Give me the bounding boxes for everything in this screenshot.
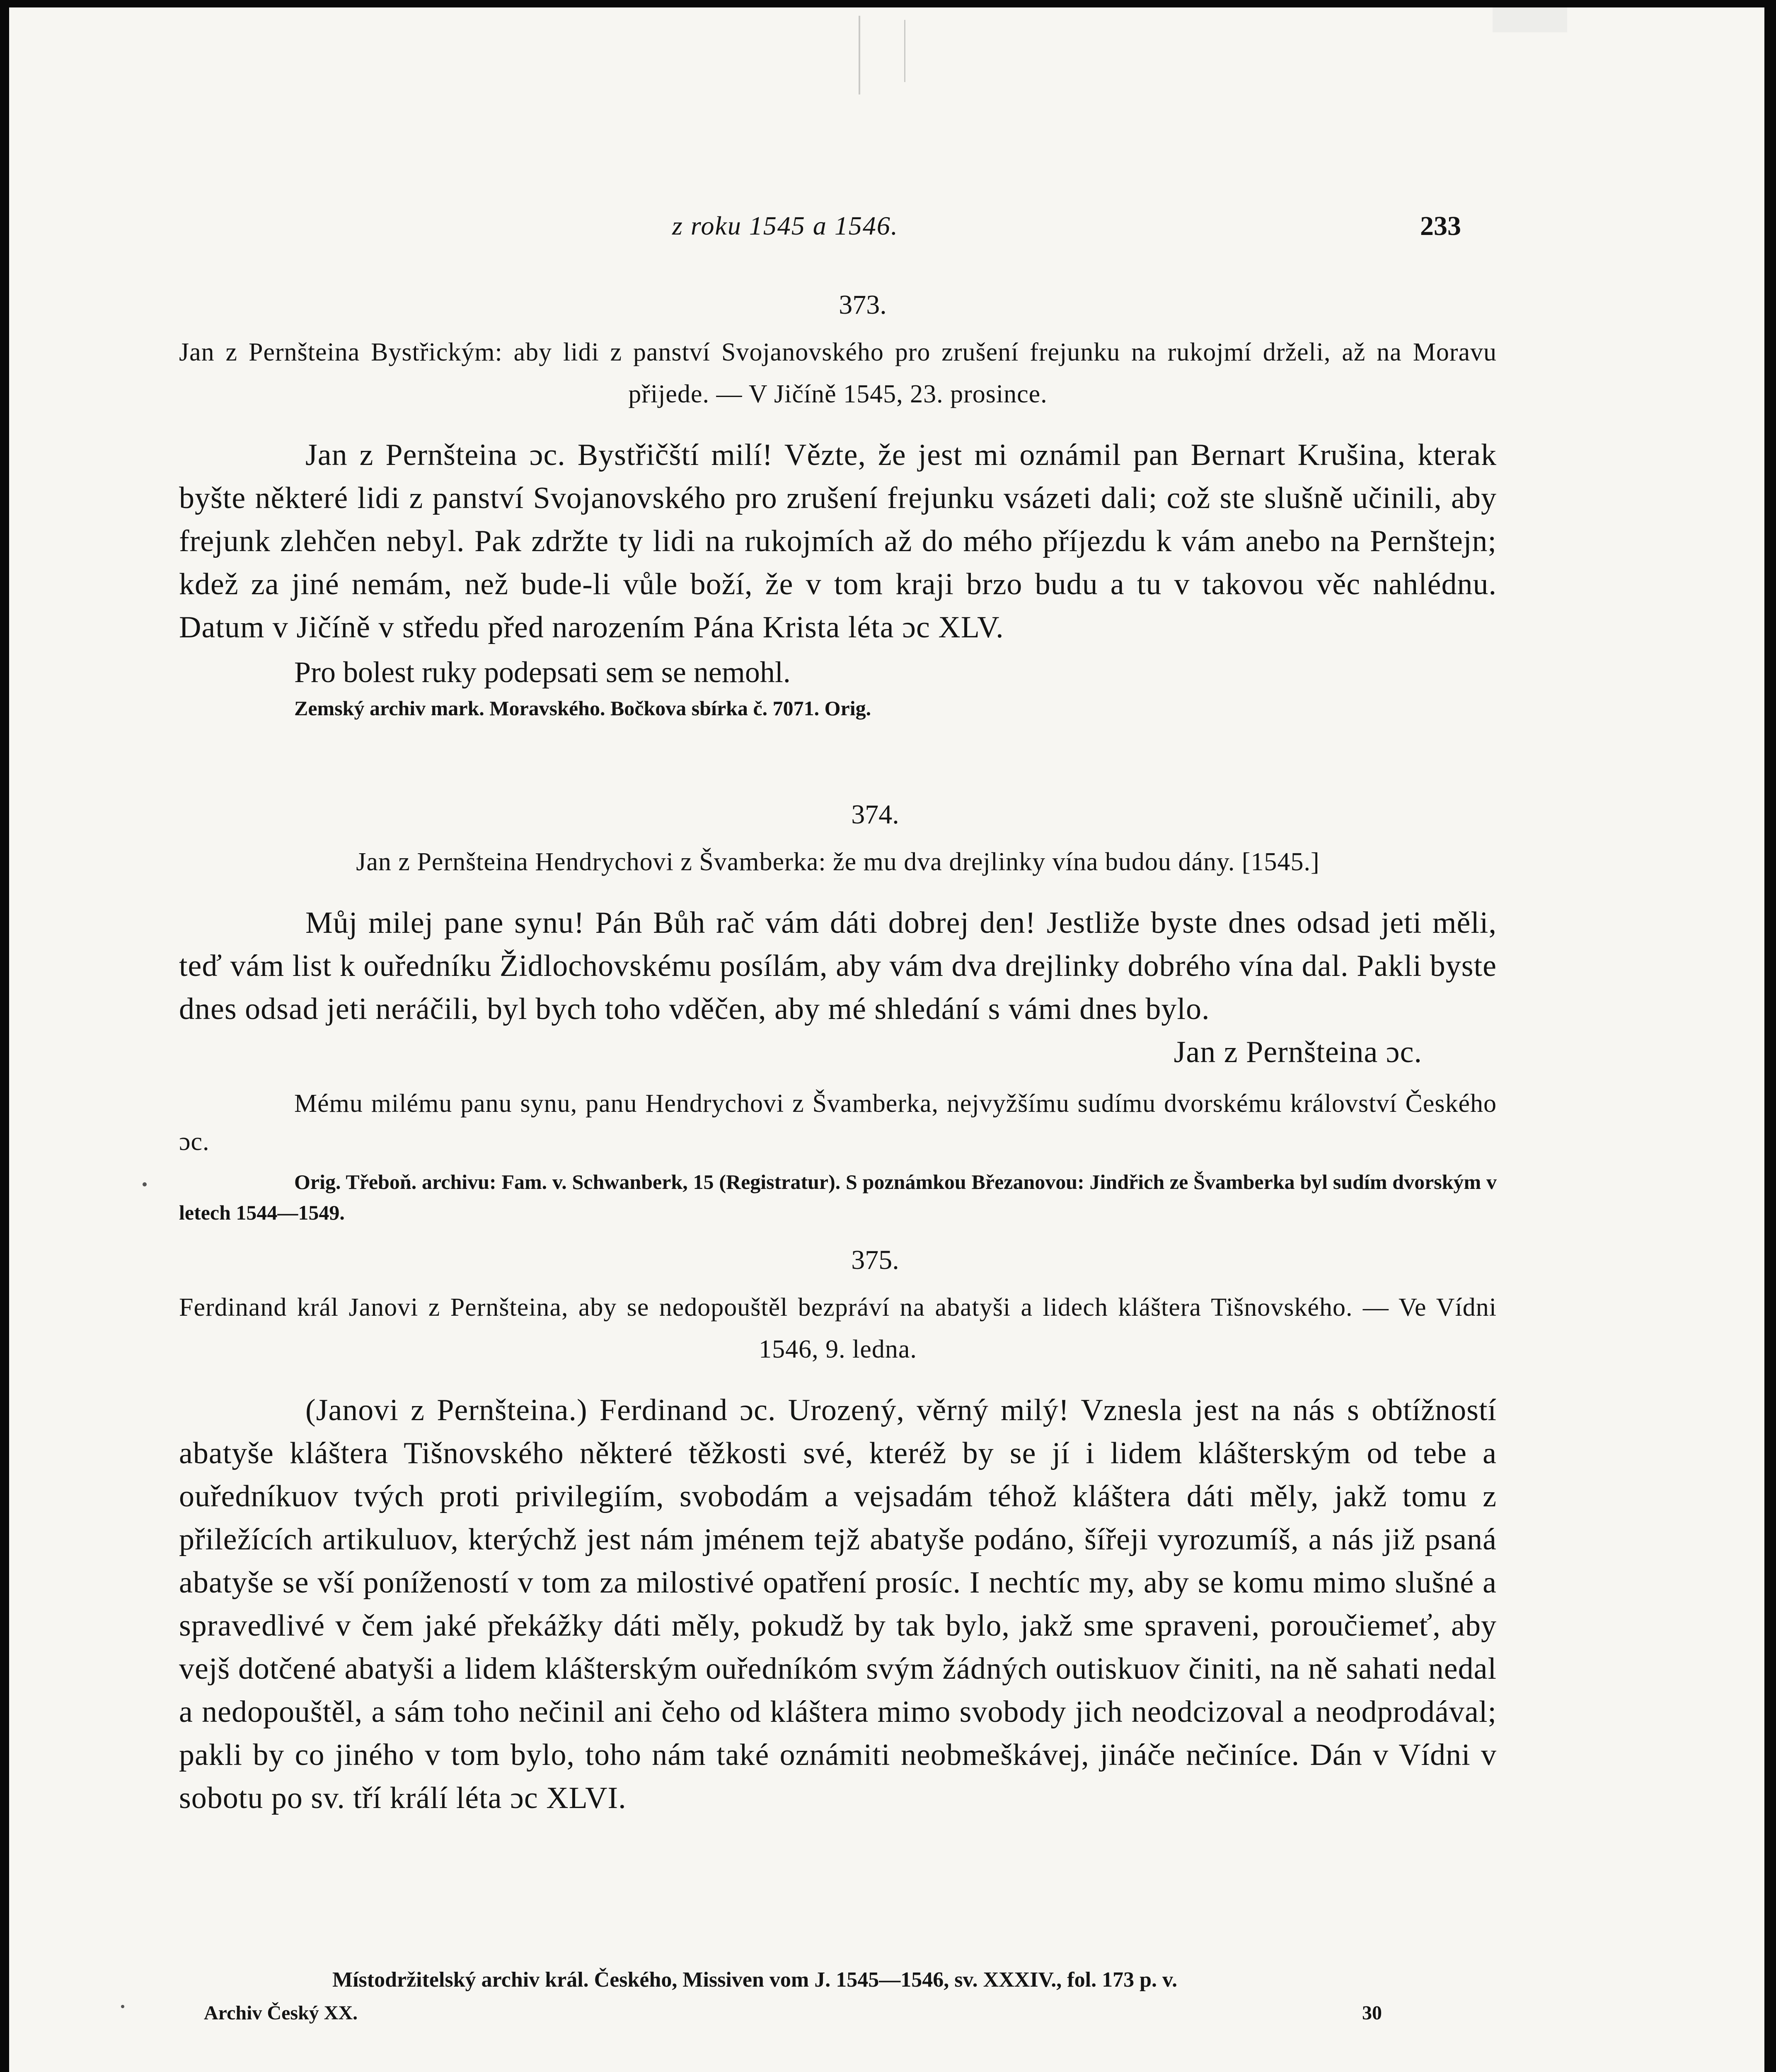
- entry-373: [179, 289, 1497, 724]
- source-citation: Místodržitelský archiv král. Českého, Missiven vom J. 1545—1546, sv. XXXIV., fol. 173 p. v.: [332, 1968, 1178, 1992]
- sheet-number: 30: [1362, 2002, 1382, 2024]
- printer-signature: Archiv Český XX.: [204, 2002, 358, 2024]
- entry-number: 375.: [851, 1245, 899, 1275]
- scan-speck: [121, 2005, 124, 2008]
- entry-heading: Jan z Pernšteina Bystřickým: aby lidi z panství Svojanovského pro zrušení frejunku na rukojmí drželi, až na Moravu přijede. — V Jičíně 1545, 23. prosince.: [179, 338, 1497, 408]
- book-page: [9, 7, 1764, 2072]
- letter-signature: Jan z Pernšteina ɔc.: [1174, 1035, 1422, 1069]
- entry-number: 373.: [839, 290, 887, 320]
- scan-artifact: [1493, 7, 1567, 32]
- entry-number: 374.: [851, 799, 899, 830]
- page-header: [9, 211, 1764, 248]
- letter-text: Jan z Pernšteina ɔc. Bystřičští milí! Vězte, že jest mi oznámil pan Bernart Krušina, kterak byšte některé lidi z panství Svojanovského pro zrušení frejunku vsázeti dali; což ste slušně učinili, aby frejunk zlehčen nebyl. Pak zdržte ty lidi na rukojmích až do mého příjezdu k vám anebo na Pernštejn; kdež za jiné nemám, než bude-li vůle boží, že v tom kraji brzo budu a tu v takovou věc nahlédnu. Datum v Jičíně v středu před narozením Pána Krista léta ɔc XLV.: [179, 438, 1497, 644]
- source-citation: Zemský archiv mark. Moravského. Bočkova sbírka č. 7071. Orig.: [294, 697, 871, 720]
- entry-375: [179, 1244, 1497, 1820]
- scan-artifact: [904, 20, 905, 82]
- entry-374: [179, 799, 1497, 1228]
- letter-body: Můj milej pane synu! Pán Bůh rač vám dáti dobrej den! Jestliže byste dnes odsad jeti měli, teď vám list k ouředníku Židlochovskému posílám, aby vám dva drejlinky dobrého vína dal. Pakli byste dnes odsad jeti neráčili, byl bych toho vděčen, aby mé shledání s vámi dnes bylo.: [179, 906, 1497, 1026]
- letter-text: (Janovi z Pernšteina.) Ferdinand ɔc. Urozený, věrný milý! Vznesla jest na nás s obtížností abatyše kláštera Tišnovského některé těžkosti své, kteréž by se jí i lidem klášterským od tebe a ouředníkuov tvých proti privilegiím, svobodám a vejsadám téhož kláštera dáti měly, jakž tomu z přiležících artikuluov, kterýchž jest nám jménem tejž abatyše podáno, šířeji vyrozumíš, a nás již psaná abatyše se vší ponížeností v tom za milostivé opatření prosíc. I nechtíc my, aby se komu mimo slušné a spravedlivé v čem jaké překážky dáti měly, pokudž by tak bylo, jakž sme spraveni, poroučiemeť, aby vejš dotčené abatyši a lidem klášterským ouředníkóm svým žádných outiskuov činiti, na ně sahati nedal a nedopouštěl, a sám toho nečinil ani čeho od kláštera mimo svobody jich neodcizoval a neodprodával; pakli by co jiného v tom bylo, toho nám také oznámiti neobmeškávej, jináče nečiníce. Dán v Vídni v sobotu po sv. tří králí léta ɔc XLVI.: [179, 1393, 1497, 1815]
- scan-speck: [143, 1182, 147, 1186]
- letter-text: [179, 901, 1497, 1074]
- letter-address: Mému milému panu synu, panu Hendrychovi z Švamberka, nejvyžšímu sudímu dvorskému království Českého ɔc.: [179, 1089, 1497, 1156]
- letter-note: Pro bolest ruky podepsati sem se nemohl.: [294, 656, 791, 689]
- source-citation: Orig. Třeboň. archivu: Fam. v. Schwanberk, 15 (Registratur). S poznámkou Březanovou: Jindřich ze Švamberka byl sudím dvorským v letech 1544—1549.: [179, 1170, 1497, 1224]
- running-title: z roku 1545 a 1546.: [672, 211, 898, 240]
- scan-artifact: [859, 16, 860, 94]
- entry-heading: Jan z Pernšteina Hendrychovi z Švamberka: že mu dva drejlinky vína budou dány. [1545.]: [356, 848, 1320, 876]
- page-number: 233: [1420, 211, 1461, 241]
- entry-heading: Ferdinand král Janovi z Pernšteina, aby se nedopouštěl bezpráví na abatyši a lidech kláštera Tišnovského. — Ve Vídni 1546, 9. ledna.: [179, 1293, 1497, 1363]
